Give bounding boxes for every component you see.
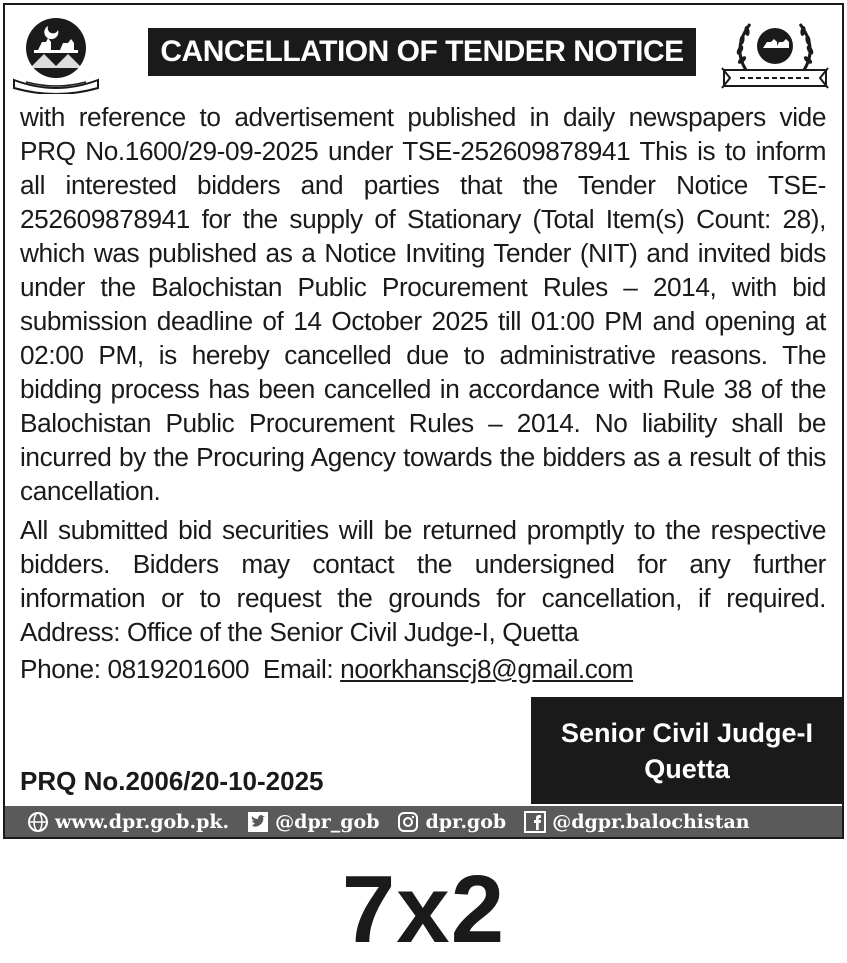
globe-icon: [27, 811, 49, 833]
balochistan-emblem-icon: [10, 10, 102, 94]
footer-website[interactable]: www.dpr.gob.pk.: [55, 810, 230, 833]
phone-label: Phone:: [20, 654, 101, 684]
email-label: Email:: [262, 654, 334, 684]
signature-block: [531, 697, 843, 804]
dgpr-emblem-icon: [716, 10, 834, 94]
notice-body: [20, 100, 826, 649]
footer-instagram[interactable]: dpr.gob: [425, 810, 507, 833]
footer-bar: [5, 806, 842, 837]
phone-number: 0819201600: [107, 654, 250, 684]
notice-title: CANCELLATION OF TENDER NOTICE: [148, 28, 696, 76]
instagram-icon: [397, 811, 419, 833]
signature-title: Senior Civil Judge-I: [560, 717, 814, 748]
facebook-icon: [524, 811, 546, 833]
prq-number: PRQ No.2006/20-10-2025: [20, 766, 324, 796]
twitter-icon: [247, 811, 269, 833]
body-paragraph-2: All submitted bid securities will be returned promptly to the respective bidders. Bidders may contact the undersigned for any further information or to request the grounds for cancellation, if required. Address: Office of the Senior Civil Judge-I, Quetta: [20, 515, 826, 647]
footer-twitter[interactable]: @dpr_gob: [275, 810, 380, 833]
ad-size-label: 7x2: [341, 856, 506, 963]
body-paragraph-1: with reference to advertisement published in daily newspapers vide PRQ No.1600/29-09-2025 under TSE-252609878941 This is to inform all interested bidders and parties that the Tender Notice TSE-252609878941 for the supply of Stationary (Total Item(s) Count: 28), which was published as a Notice Inviting Tender (NIT) and invited bids under the Balochistan Public Procurement Rules – 2014, with bid submission deadline of 14 October 2025 till 01:00 PM and opening at 02:00 PM, is hereby cancelled due to administrative reasons. The bidding process has been cancelled in accordance with Rule 38 of the Balochistan Public Procurement Rules – 2014. No liability shall be incurred by the Procuring Agency towards the bidders as a result of this cancellation.: [20, 102, 826, 506]
email-link[interactable]: noorkhanscj8@gmail.com: [340, 654, 634, 684]
signature-location: Quetta: [644, 753, 730, 784]
contact-line: [20, 652, 826, 686]
footer-facebook[interactable]: @dgpr.balochistan: [552, 810, 750, 833]
